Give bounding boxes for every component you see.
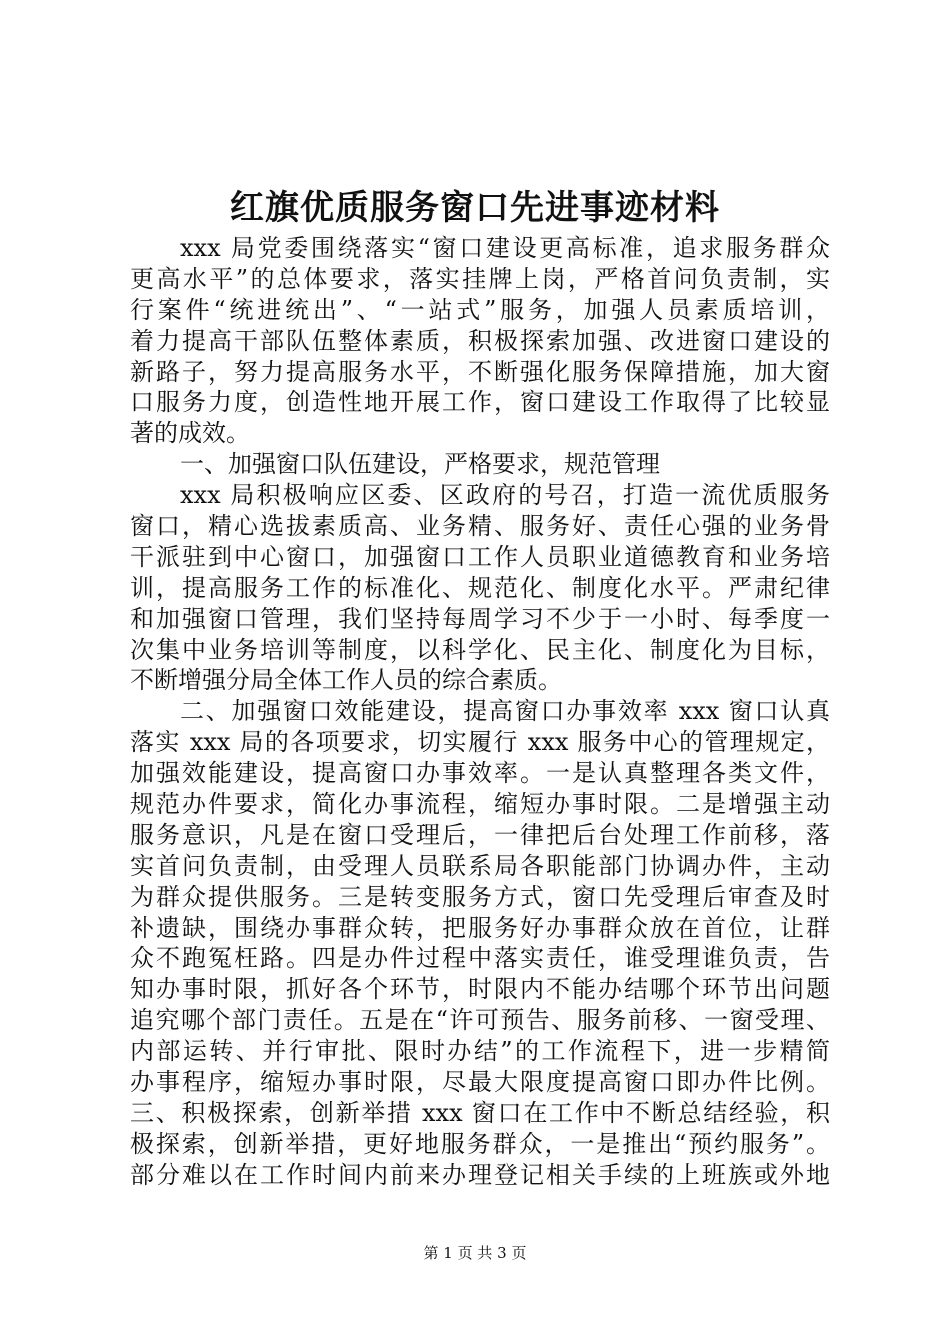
text-line: 规范办件要求，简化办事流程，缩短办事时限。二是增强主动 — [130, 790, 830, 819]
text-line: 二、加强窗口效能建设，提高窗口办事效率 xxx 窗口认真 — [180, 697, 830, 726]
text-line: 干派驻到中心窗口，加强窗口工作人员职业道德教育和业务培 — [130, 542, 830, 571]
text-line: 训，提高服务工作的标准化、规范化、制度化水平。严肃纪律 — [130, 573, 830, 602]
text-line: 众不跑冤枉路。四是办件过程中落实责任，谁受理谁负责，告 — [130, 944, 830, 973]
text-line: 极探索，创新举措，更好地服务群众，一是推出“预约服务”。 — [130, 1129, 830, 1158]
section-heading: 一、加强窗口队伍建设，严格要求，规范管理 — [180, 450, 660, 479]
text-line: 为群众提供服务。三是转变服务方式，窗口先受理后审查及时 — [130, 882, 830, 911]
text-line: 部分难以在工作时间内前来办理登记相关手续的上班族或外地 — [130, 1160, 830, 1189]
text-line: 不断增强分局全体工作人员的综合素质。 — [130, 666, 562, 695]
text-line: 实首问负责制，由受理人员联系局各职能部门协调办件，主动 — [130, 851, 830, 880]
document-title: 红旗优质服务窗口先进事迹材料 — [230, 188, 720, 228]
text-line: 服务意识，凡是在窗口受理后，一律把后台处理工作前移，落 — [130, 820, 830, 849]
text-line: 办事程序，缩短办事时限，尽最大限度提高窗口即办件比例。 — [130, 1068, 830, 1097]
page-footer: 第 1 页 共 3 页 — [423, 1244, 527, 1262]
text-line: 着力提高干部队伍整体素质，积极探索加强、改进窗口建设的 — [130, 326, 830, 355]
text-line: xxx 局党委围绕落实“窗口建设更高标准，追求服务群众 — [180, 234, 830, 262]
text-line: 内部运转、并行审批、限时办结”的工作流程下，进一步精简 — [130, 1037, 830, 1066]
text-line: 加强效能建设，提高窗口办事效率。一是认真整理各类文件， — [130, 759, 830, 788]
text-line: 次集中业务培训等制度，以科学化、民主化、制度化为目标， — [130, 635, 830, 664]
text-line: 口服务力度，创造性地开展工作，窗口建设工作取得了比较显 — [130, 388, 830, 417]
text-line: 著的成效。 — [130, 419, 250, 448]
text-line: 窗口，精心选拔素质高、业务精、服务好、责任心强的业务骨 — [130, 512, 830, 541]
text-line: 追究哪个部门责任。五是在“许可预告、服务前移、一窗受理、 — [130, 1006, 830, 1035]
document-body — [130, 233, 830, 1191]
text-line: 知办事时限，抓好各个环节，时限内不能办结哪个环节出问题 — [130, 975, 830, 1004]
text-line: 行案件“统进统出”、“一站式”服务，加强人员素质培训， — [130, 295, 830, 324]
text-line: xxx 局积极响应区委、区政府的号召，打造一流优质服务 — [180, 481, 830, 510]
text-line: 三、积极探索，创新举措 xxx 窗口在工作中不断总结经验，积 — [130, 1098, 830, 1127]
text-line: 补遗缺，围绕办事群众转，把服务好办事群众放在首位，让群 — [130, 913, 830, 942]
text-line: 新路子，努力提高服务水平，不断强化服务保障措施，加大窗 — [130, 357, 830, 386]
text-line: 更高水平”的总体要求，落实挂牌上岗，严格首问负责制，实 — [130, 264, 830, 293]
text-line: 和加强窗口管理，我们坚持每周学习不少于一小时、每季度一 — [130, 604, 830, 633]
text-line: 落实 xxx 局的各项要求，切实履行 xxx 服务中心的管理规定， — [130, 728, 830, 757]
